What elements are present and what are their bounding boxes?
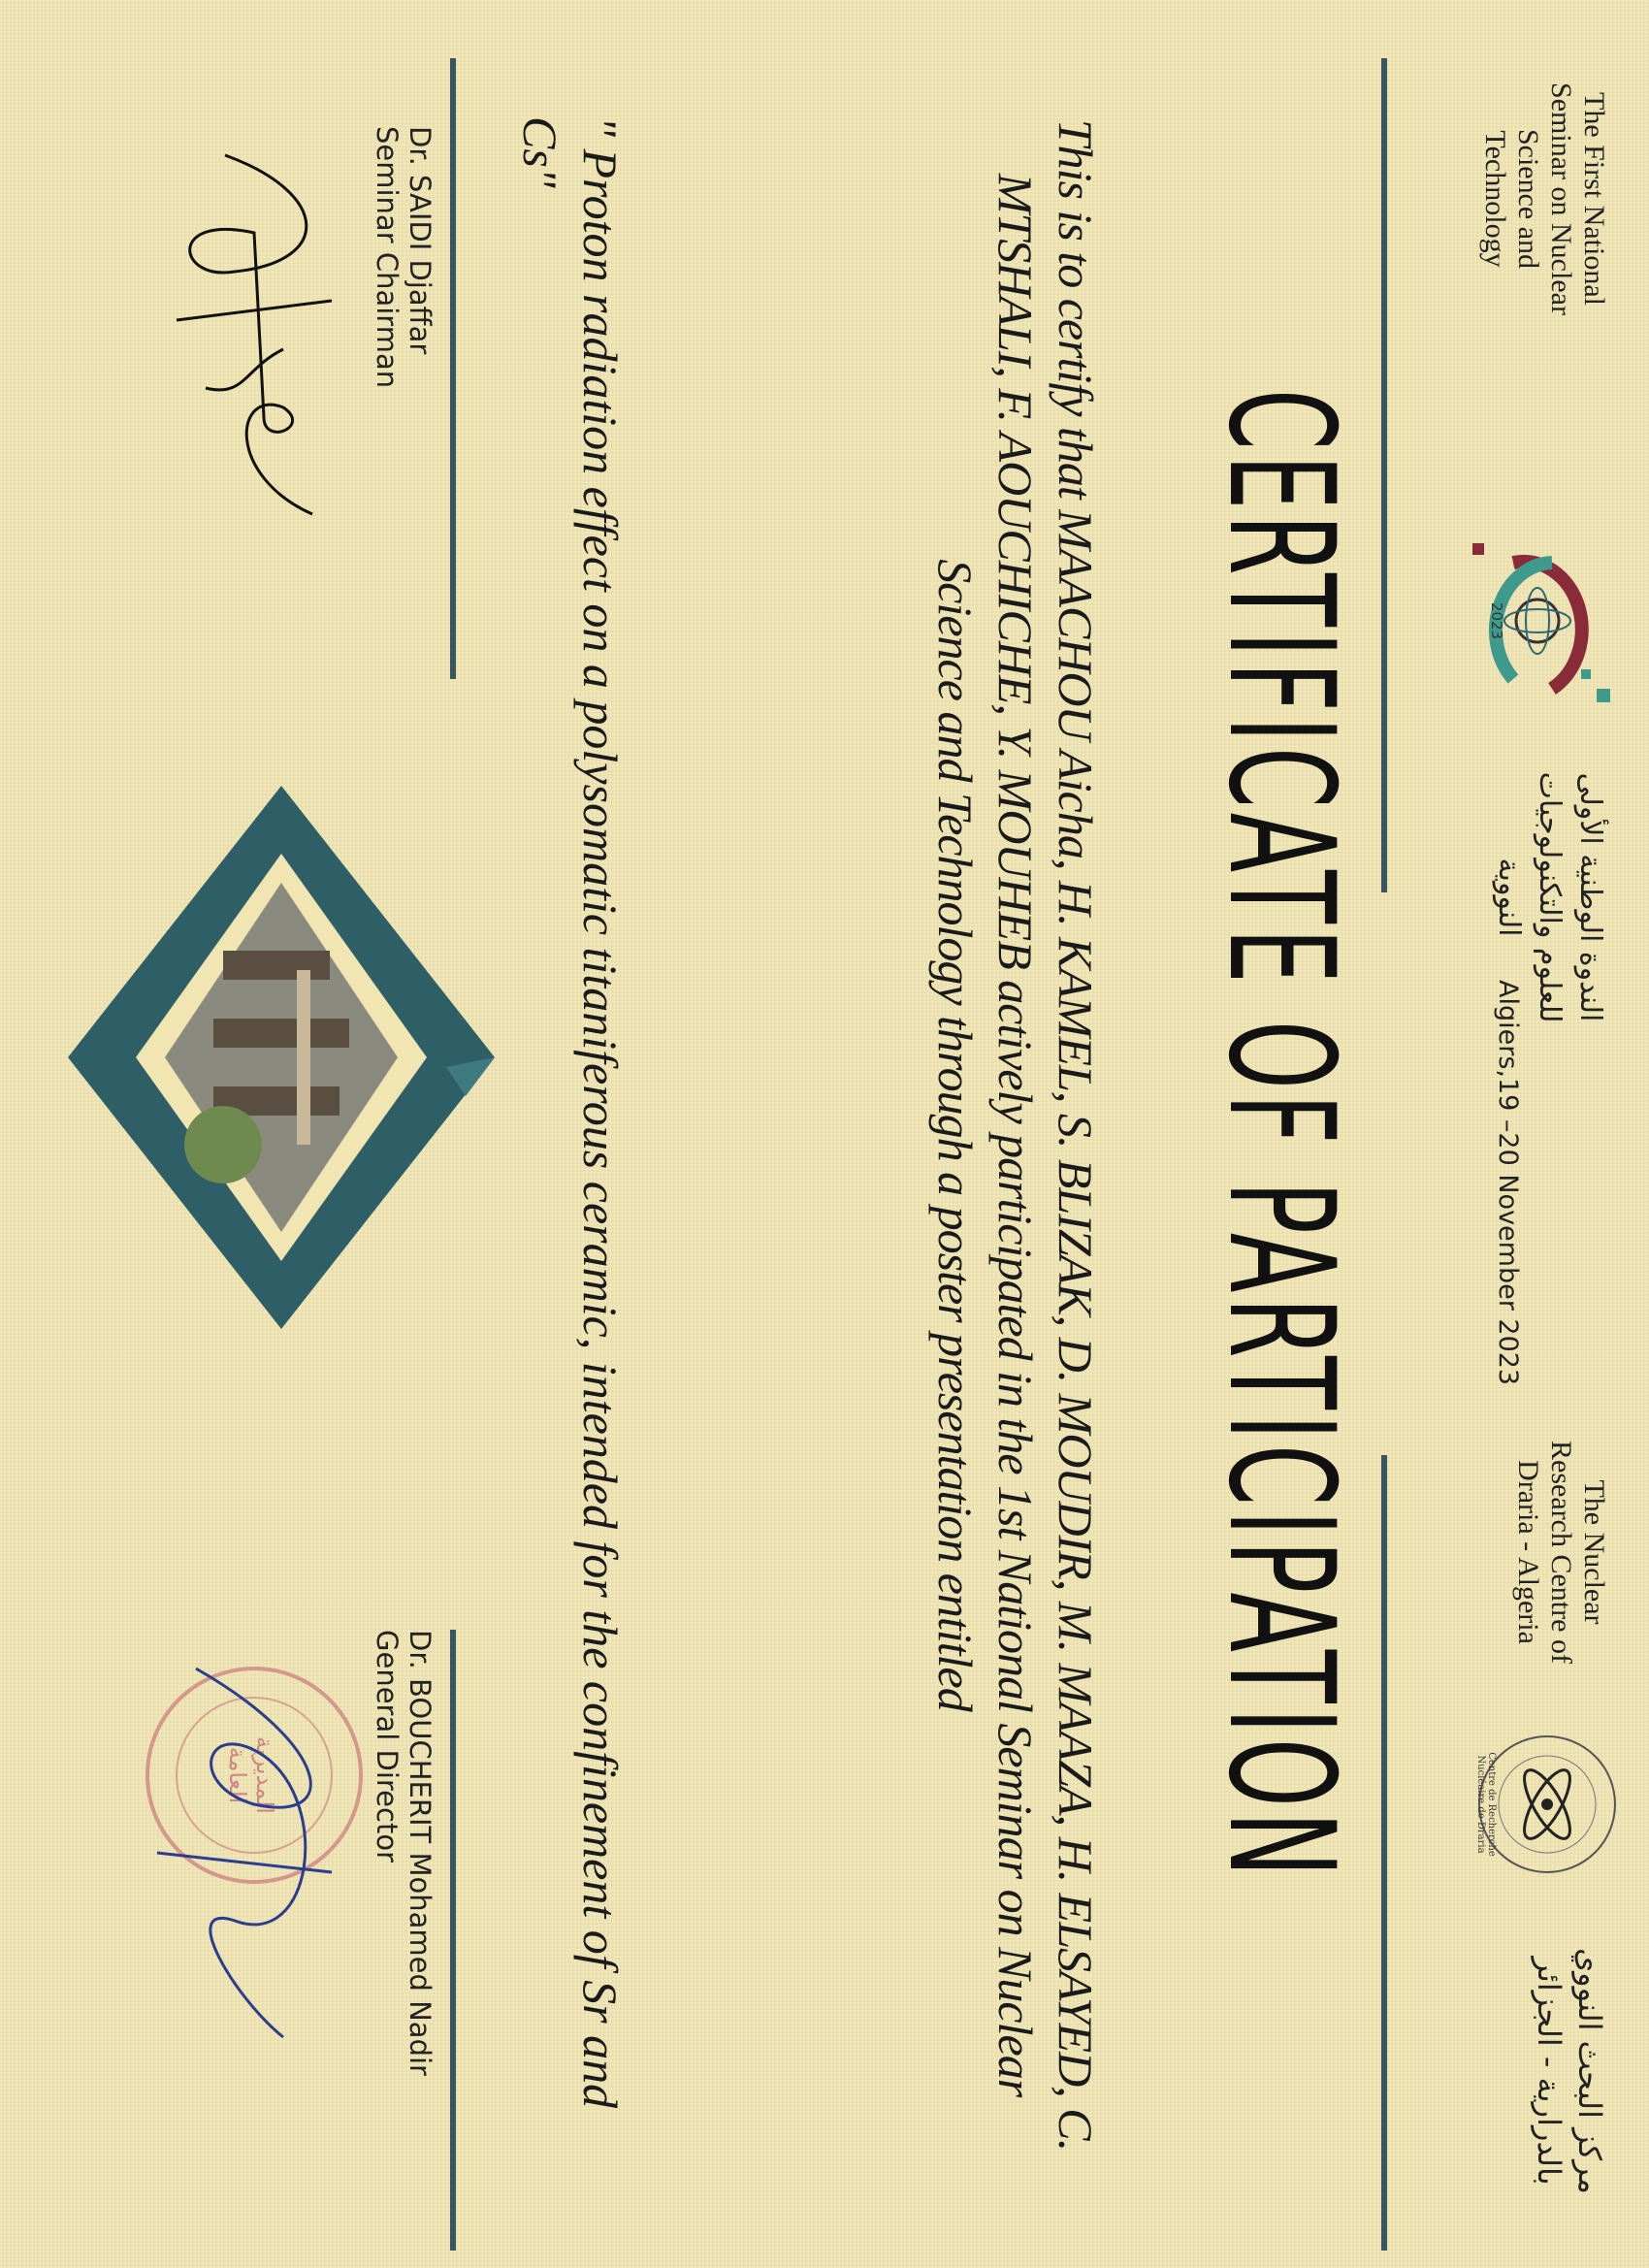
centre-name-en: The Nuclear Research Centre of Draria - Algeria xyxy=(1512,1441,1610,1664)
director-role: General Director xyxy=(371,1630,404,1863)
divider-top-left xyxy=(1381,58,1387,892)
divider-bottom-right xyxy=(450,1630,456,2251)
chairman-role: Seminar Chairman xyxy=(371,126,404,389)
stamp-text: المديرية العامة xyxy=(224,1736,278,1814)
place-date: Algiers,19 –20 November 2023 xyxy=(1493,980,1523,1386)
certificate-title-text: CERTIFICATE OF PARTICIPATION xyxy=(1196,388,1365,1882)
signatory-chairman xyxy=(144,126,436,611)
signatory-director xyxy=(128,1630,436,2173)
director-signature xyxy=(128,1630,371,2134)
certificate-body: This is to certify that MAACHOU Aicha, H. KAMEL, S. BLIZAK, D. MOUDIR, M. MAAZA, H. ELSAYED, C. MTSHALI, F. AOUCHICHE, Y. MOUHEB actively participated in the 1st National Seminar on Nuclear Science and Technology through a poster presentation entitled xyxy=(928,118,1103,2152)
seminar-logo xyxy=(1465,524,1620,718)
divider-top-right xyxy=(1381,1455,1387,2251)
centre-name-ar: مركز البحث النووي بالدرارية - الجزائر xyxy=(1531,1948,1608,2194)
chairman-name: Dr. SAIDI Djaffar xyxy=(404,126,436,355)
poster-title: " Proton radiation effect on a polysomatic titaniferous ceramic, intended for the confinement of Sr and Cs" xyxy=(513,116,628,2109)
seminar-name-ar: الندوة الوطنية الأولى للعلوم والتكنولوجيات النووية xyxy=(1492,771,1607,1023)
building-photo-icon xyxy=(58,776,504,1339)
divider-bottom-left xyxy=(450,58,456,679)
chairman-signature xyxy=(147,126,371,553)
centre-seal-text: Centre de Recherche Nucléaire de Draria xyxy=(1475,1752,1497,1857)
seminar-logo-year: 2023 xyxy=(1488,601,1505,640)
decorative-building-image xyxy=(58,776,504,1339)
centre-logo xyxy=(1470,1727,1625,1882)
seminar-name-en: The First National Seminar on Nuclear Science and Technology xyxy=(1479,82,1610,315)
certificate-title xyxy=(1193,194,1368,2076)
director-name: Dr. BOUCHERIT Mohamed Nadir xyxy=(404,1630,436,2076)
